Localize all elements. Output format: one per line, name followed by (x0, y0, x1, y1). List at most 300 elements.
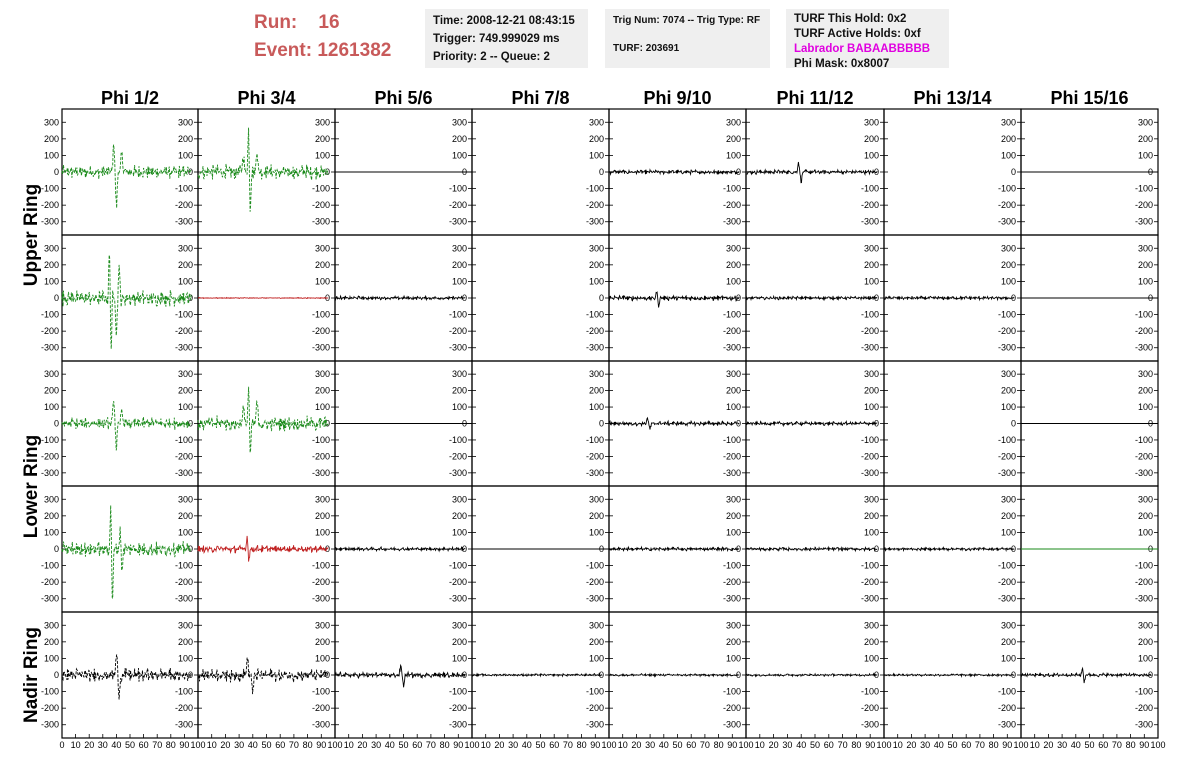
y-tick-label: 300 (314, 620, 330, 631)
y-tick-label: 100 (451, 150, 467, 161)
y-tick-label: 300 (725, 494, 741, 505)
event-value: 1261382 (317, 40, 392, 61)
y-tick-label: 100 (725, 653, 741, 664)
y-tick-label: 100 (863, 653, 879, 664)
y-tick-label: 0 (598, 544, 604, 554)
y-tick-label: 200 (451, 133, 467, 144)
y-tick-label: 200 (1137, 510, 1153, 521)
y-tick-label: -300 (585, 216, 604, 227)
x-tick-label: 20 (220, 740, 231, 750)
x-tick-label: 90 (590, 740, 601, 750)
y-tick-label: 100 (451, 276, 467, 287)
waveform-trace (884, 547, 1014, 550)
y-tick-label: 200 (177, 385, 193, 396)
y-tick-label: 100 (451, 527, 467, 538)
y-tick-label: 200 (43, 636, 59, 647)
ring-label: Lower Ring (21, 434, 42, 539)
y-tick-label: -100 (860, 183, 879, 194)
y-tick-label: -200 (860, 577, 879, 588)
y-tick-label: -200 (585, 577, 604, 588)
x-tick-label: 80 (302, 740, 313, 750)
run-label: Run: (254, 12, 298, 33)
x-tick-label: 100 (876, 740, 892, 750)
x-tick-label: 70 (425, 740, 436, 750)
event-label: Event: (254, 40, 313, 61)
y-tick-label: -300 (174, 467, 193, 478)
x-tick-label: 60 (961, 740, 972, 750)
y-tick-label: 0 (461, 418, 467, 429)
x-tick-label: 10 (617, 740, 628, 750)
y-tick-label: 0 (735, 544, 741, 554)
y-tick-label: -200 (860, 703, 879, 714)
run-value: 16 (318, 12, 340, 33)
y-tick-label: -100 (174, 183, 193, 194)
y-tick-label: -100 (448, 434, 467, 445)
y-tick-label: 100 (177, 527, 193, 538)
x-tick-label: 60 (412, 740, 423, 750)
y-tick-label: -100 (585, 183, 604, 194)
y-tick-label: -200 (40, 451, 59, 462)
y-tick-label: 200 (725, 133, 741, 144)
x-tick-label: 90 (1139, 740, 1150, 750)
y-tick-label: -200 (585, 326, 604, 337)
y-tick-label: 300 (314, 369, 330, 380)
y-tick-label: 200 (451, 259, 467, 270)
y-tick-label: 100 (588, 653, 604, 664)
y-tick-label: 100 (43, 276, 59, 287)
y-tick-label: 300 (43, 243, 59, 254)
y-tick-label: -100 (1134, 309, 1153, 320)
y-tick-label: 0 (324, 418, 330, 429)
y-tick-label: -100 (722, 560, 741, 571)
x-tick-label: 50 (809, 740, 821, 750)
y-tick-label: -200 (1134, 577, 1153, 588)
y-tick-label: -100 (585, 309, 604, 320)
y-tick-label: 0 (598, 670, 604, 680)
y-tick-label: 200 (314, 636, 330, 647)
y-tick-label: 0 (873, 167, 879, 177)
column-header: Phi 5/6 (374, 88, 433, 108)
waveform-trace (1021, 668, 1151, 683)
y-tick-label: 300 (725, 620, 741, 631)
y-tick-label: 0 (1147, 167, 1153, 177)
y-tick-label: 300 (863, 243, 879, 254)
y-tick-label: 100 (863, 527, 879, 538)
waveform-trace (472, 674, 602, 677)
x-tick-label: 50 (398, 740, 409, 750)
y-tick-label: -200 (585, 451, 604, 462)
waveform-trace (609, 292, 739, 307)
x-tick-label: 90 (179, 740, 190, 750)
y-tick-label: 100 (1137, 653, 1153, 664)
y-tick-label: 0 (461, 293, 467, 303)
y-tick-label: -300 (585, 719, 604, 730)
y-tick-label: 100 (1137, 527, 1153, 538)
x-tick-label: 60 (823, 740, 834, 750)
y-tick-label: 100 (725, 527, 741, 538)
y-tick-label: 0 (1010, 293, 1016, 303)
y-tick-label: 0 (324, 293, 330, 303)
y-tick-label: -300 (860, 467, 879, 478)
x-tick-label: 70 (152, 740, 163, 750)
y-tick-label: 300 (1137, 243, 1153, 254)
y-tick-label: -300 (1134, 216, 1153, 227)
y-tick-label: -200 (585, 703, 604, 714)
x-tick-label: 80 (165, 740, 176, 750)
y-tick-label: 200 (725, 636, 741, 647)
y-tick-label: -200 (997, 326, 1016, 337)
y-tick-label: 200 (588, 133, 604, 144)
y-tick-label: 0 (53, 670, 59, 680)
x-tick-label: 40 (658, 740, 669, 750)
y-tick-label: -100 (860, 560, 879, 571)
y-tick-label: 300 (1000, 369, 1016, 380)
waveform-trace (884, 296, 1014, 300)
x-tick-label: 30 (508, 740, 519, 750)
y-tick-label: 100 (314, 527, 330, 538)
y-tick-label: 300 (725, 117, 741, 128)
y-tick-label: -200 (860, 326, 879, 337)
y-tick-label: -100 (860, 434, 879, 445)
ring-label: Upper Ring (21, 183, 42, 287)
y-tick-label: -200 (40, 200, 59, 211)
y-tick-label: 0 (873, 544, 879, 554)
y-tick-label: -300 (40, 467, 59, 478)
y-tick-label: 200 (43, 259, 59, 270)
x-tick-label: 80 (1125, 740, 1136, 750)
y-tick-label: 300 (451, 494, 467, 505)
y-tick-label: -100 (40, 309, 59, 320)
y-tick-label: 100 (588, 402, 604, 413)
y-tick-label: -100 (1134, 560, 1153, 571)
turf-active-holds-text: TURF Active Holds: 0xf (794, 28, 921, 40)
y-tick-label: 300 (177, 243, 193, 254)
waveform-trace (335, 296, 465, 300)
trigger-text: Trigger: 749.999029 ms (433, 33, 560, 45)
y-tick-label: 200 (863, 133, 879, 144)
x-tick-label: 90 (727, 740, 738, 750)
y-tick-label: 100 (725, 276, 741, 287)
y-tick-label: 300 (588, 117, 604, 128)
y-tick-label: -100 (860, 309, 879, 320)
y-tick-label: -200 (174, 703, 193, 714)
x-tick-label: 50 (1084, 740, 1095, 750)
y-tick-label: -100 (585, 560, 604, 571)
x-tick-label: 10 (206, 740, 217, 750)
y-tick-label: 200 (314, 385, 330, 396)
y-tick-label: 300 (177, 117, 193, 128)
y-tick-label: 300 (863, 117, 879, 128)
y-tick-label: 100 (1000, 150, 1016, 161)
y-tick-label: -300 (722, 719, 741, 730)
waveform-trace (746, 421, 877, 425)
x-tick-label: 50 (672, 740, 683, 750)
y-tick-label: -100 (1134, 686, 1153, 697)
x-tick-label: 70 (974, 740, 985, 750)
y-tick-label: 200 (1000, 133, 1016, 144)
x-tick-label: 90 (865, 740, 876, 750)
column-header: Phi 13/14 (913, 88, 992, 108)
y-tick-label: -100 (311, 560, 330, 571)
column-header: Phi 7/8 (511, 88, 570, 108)
y-tick-label: -200 (448, 577, 467, 588)
x-tick-label: 100 (738, 740, 754, 750)
y-tick-label: 0 (735, 167, 741, 177)
y-tick-label: 300 (588, 243, 604, 254)
y-tick-label: 100 (725, 402, 741, 413)
y-tick-label: 200 (177, 510, 193, 521)
column-header: Phi 15/16 (1050, 88, 1129, 108)
waveform-trace (746, 547, 877, 551)
waveform-trace (609, 547, 739, 551)
labrador-text: Labrador BABAABBBBB (794, 43, 931, 55)
y-tick-label: 100 (863, 402, 879, 413)
x-tick-label: 20 (1043, 740, 1054, 750)
y-tick-label: 100 (1000, 527, 1016, 538)
y-tick-label: -200 (311, 577, 330, 588)
y-tick-label: 0 (53, 544, 59, 554)
x-tick-label: 20 (357, 740, 368, 750)
x-tick-label: 80 (851, 740, 862, 750)
y-tick-label: -100 (311, 309, 330, 320)
y-tick-label: 0 (598, 418, 604, 429)
y-tick-label: 300 (588, 369, 604, 380)
y-tick-label: 200 (177, 259, 193, 270)
x-tick-label: 80 (576, 740, 587, 750)
y-tick-label: -200 (1134, 451, 1153, 462)
x-tick-label: 10 (754, 740, 765, 750)
y-tick-label: -200 (311, 200, 330, 211)
y-tick-label: 200 (588, 510, 604, 521)
y-tick-label: -100 (174, 309, 193, 320)
y-tick-label: -300 (174, 216, 193, 227)
y-tick-label: -200 (585, 200, 604, 211)
y-tick-label: 300 (314, 117, 330, 128)
y-tick-label: 0 (1147, 544, 1153, 554)
x-tick-label: 10 (892, 740, 903, 750)
y-tick-label: -200 (311, 703, 330, 714)
y-tick-label: 300 (725, 369, 741, 380)
y-tick-label: 0 (1147, 670, 1153, 680)
x-tick-label: 40 (521, 740, 532, 750)
waveform-trace (198, 536, 328, 562)
y-tick-label: 0 (1147, 293, 1153, 303)
y-tick-label: -300 (722, 467, 741, 478)
y-tick-label: -300 (40, 216, 59, 227)
x-tick-label: 100 (601, 740, 617, 750)
y-tick-label: 300 (177, 369, 193, 380)
y-tick-label: -300 (311, 216, 330, 227)
y-tick-label: -100 (311, 434, 330, 445)
y-tick-label: -200 (860, 451, 879, 462)
y-tick-label: -300 (448, 216, 467, 227)
y-tick-label: -100 (585, 434, 604, 445)
y-tick-label: -300 (174, 593, 193, 604)
column-header: Phi 3/4 (237, 88, 296, 108)
waveform-trace (198, 128, 328, 212)
y-tick-label: 300 (1137, 369, 1153, 380)
x-tick-label: 30 (97, 740, 108, 750)
phi-mask-text: Phi Mask: 0x8007 (794, 58, 890, 70)
y-tick-label: 100 (314, 402, 330, 413)
y-tick-label: 200 (1137, 259, 1153, 270)
x-tick-label: 80 (988, 740, 999, 750)
y-tick-label: -200 (997, 451, 1016, 462)
y-tick-label: -100 (860, 686, 879, 697)
x-tick-label: 20 (494, 740, 505, 750)
y-tick-label: -300 (860, 593, 879, 604)
y-tick-label: -100 (722, 183, 741, 194)
y-tick-label: -300 (997, 342, 1016, 353)
y-tick-label: 100 (1137, 402, 1153, 413)
y-tick-label: 0 (598, 167, 604, 177)
y-tick-label: 0 (53, 418, 59, 429)
y-tick-label: -200 (722, 451, 741, 462)
y-tick-label: 100 (43, 527, 59, 538)
y-tick-label: -300 (40, 593, 59, 604)
y-tick-label: 0 (735, 418, 741, 429)
y-tick-label: -200 (40, 703, 59, 714)
x-tick-label: 0 (59, 740, 65, 750)
y-tick-label: 300 (314, 243, 330, 254)
y-tick-label: 0 (187, 167, 193, 177)
y-tick-label: -300 (1134, 342, 1153, 353)
x-tick-label: 100 (327, 740, 343, 750)
y-tick-label: -300 (174, 719, 193, 730)
y-tick-label: -300 (174, 342, 193, 353)
y-tick-label: 200 (863, 510, 879, 521)
waveform-trace (198, 387, 328, 453)
y-tick-label: 300 (314, 494, 330, 505)
y-tick-label: 200 (314, 133, 330, 144)
y-tick-label: 0 (324, 670, 330, 680)
y-tick-label: 100 (451, 402, 467, 413)
y-tick-label: 200 (863, 385, 879, 396)
y-tick-label: 300 (863, 369, 879, 380)
x-tick-label: 40 (796, 740, 807, 750)
y-tick-label: -100 (1134, 434, 1153, 445)
y-tick-label: -100 (585, 686, 604, 697)
y-tick-label: 0 (1147, 418, 1153, 429)
y-tick-label: 0 (1010, 167, 1016, 177)
y-tick-label: 0 (187, 418, 193, 429)
y-tick-label: -300 (448, 593, 467, 604)
y-tick-label: -300 (860, 719, 879, 730)
y-tick-label: -300 (311, 593, 330, 604)
ring-label: Nadir Ring (21, 626, 42, 724)
y-tick-label: -200 (174, 451, 193, 462)
y-tick-label: -100 (997, 434, 1016, 445)
x-tick-label: 40 (384, 740, 395, 750)
y-tick-label: -100 (174, 560, 193, 571)
x-tick-label: 60 (686, 740, 697, 750)
y-tick-label: -100 (174, 686, 193, 697)
y-tick-label: -100 (997, 183, 1016, 194)
y-tick-label: 0 (873, 418, 879, 429)
y-tick-label: 300 (1000, 620, 1016, 631)
y-tick-label: 300 (451, 117, 467, 128)
y-tick-label: -200 (722, 200, 741, 211)
y-tick-label: -300 (860, 216, 879, 227)
y-tick-label: 200 (314, 259, 330, 270)
y-tick-label: 100 (588, 150, 604, 161)
waveform-trace (609, 170, 739, 175)
x-tick-label: 40 (111, 740, 122, 750)
y-tick-label: -200 (174, 200, 193, 211)
y-tick-label: -100 (311, 686, 330, 697)
y-tick-label: 0 (461, 544, 467, 554)
y-tick-label: 300 (451, 369, 467, 380)
y-tick-label: -300 (448, 719, 467, 730)
x-tick-label: 30 (234, 740, 245, 750)
y-tick-label: 100 (1137, 276, 1153, 287)
y-tick-label: 0 (53, 293, 59, 303)
y-tick-label: -300 (997, 216, 1016, 227)
y-tick-label: -100 (40, 183, 59, 194)
waveform-trace (198, 658, 328, 695)
y-tick-label: 200 (725, 385, 741, 396)
x-tick-label: 50 (124, 740, 136, 750)
turf-this-hold-text: TURF This Hold: 0x2 (794, 13, 907, 25)
y-tick-label: -100 (40, 560, 59, 571)
y-tick-label: -200 (311, 326, 330, 337)
y-tick-label: 300 (451, 620, 467, 631)
x-tick-label: 10 (1029, 740, 1040, 750)
y-tick-label: 0 (53, 167, 59, 177)
y-tick-label: 200 (451, 636, 467, 647)
priority-text: Priority: 2 -- Queue: 2 (433, 51, 550, 63)
y-tick-label: -100 (311, 183, 330, 194)
y-tick-label: 100 (863, 276, 879, 287)
x-tick-label: 90 (1002, 740, 1013, 750)
y-tick-label: 100 (43, 402, 59, 413)
y-tick-label: -300 (860, 342, 879, 353)
y-tick-label: 100 (725, 150, 741, 161)
y-tick-label: 300 (43, 494, 59, 505)
y-tick-label: -100 (448, 183, 467, 194)
y-tick-label: 200 (588, 259, 604, 270)
y-tick-label: -300 (997, 593, 1016, 604)
y-tick-label: 200 (1000, 259, 1016, 270)
y-tick-label: -100 (174, 434, 193, 445)
y-tick-label: 0 (1010, 418, 1016, 429)
x-tick-label: 30 (782, 740, 793, 750)
y-tick-label: -100 (448, 560, 467, 571)
y-tick-label: 100 (177, 653, 193, 664)
y-tick-label: 200 (43, 385, 59, 396)
x-tick-label: 30 (645, 740, 656, 750)
y-tick-label: -300 (40, 719, 59, 730)
y-tick-label: 300 (177, 620, 193, 631)
y-tick-label: -100 (1134, 183, 1153, 194)
y-tick-label: -300 (311, 719, 330, 730)
y-tick-label: 0 (461, 167, 467, 177)
waveform-trace (335, 665, 465, 687)
x-tick-label: 20 (84, 740, 95, 750)
turf-text: TURF: 203691 (613, 43, 680, 54)
y-tick-label: -300 (311, 342, 330, 353)
y-tick-label: -200 (997, 703, 1016, 714)
y-tick-label: 0 (324, 544, 330, 554)
time-text: Time: 2008-12-21 08:43:15 (433, 15, 575, 27)
y-tick-label: -200 (1134, 200, 1153, 211)
y-tick-label: -300 (585, 342, 604, 353)
x-tick-label: 70 (288, 740, 299, 750)
y-tick-label: 200 (1137, 636, 1153, 647)
waveform-trace (62, 255, 191, 349)
y-tick-label: 0 (187, 670, 193, 680)
waveform-trace (62, 401, 191, 450)
